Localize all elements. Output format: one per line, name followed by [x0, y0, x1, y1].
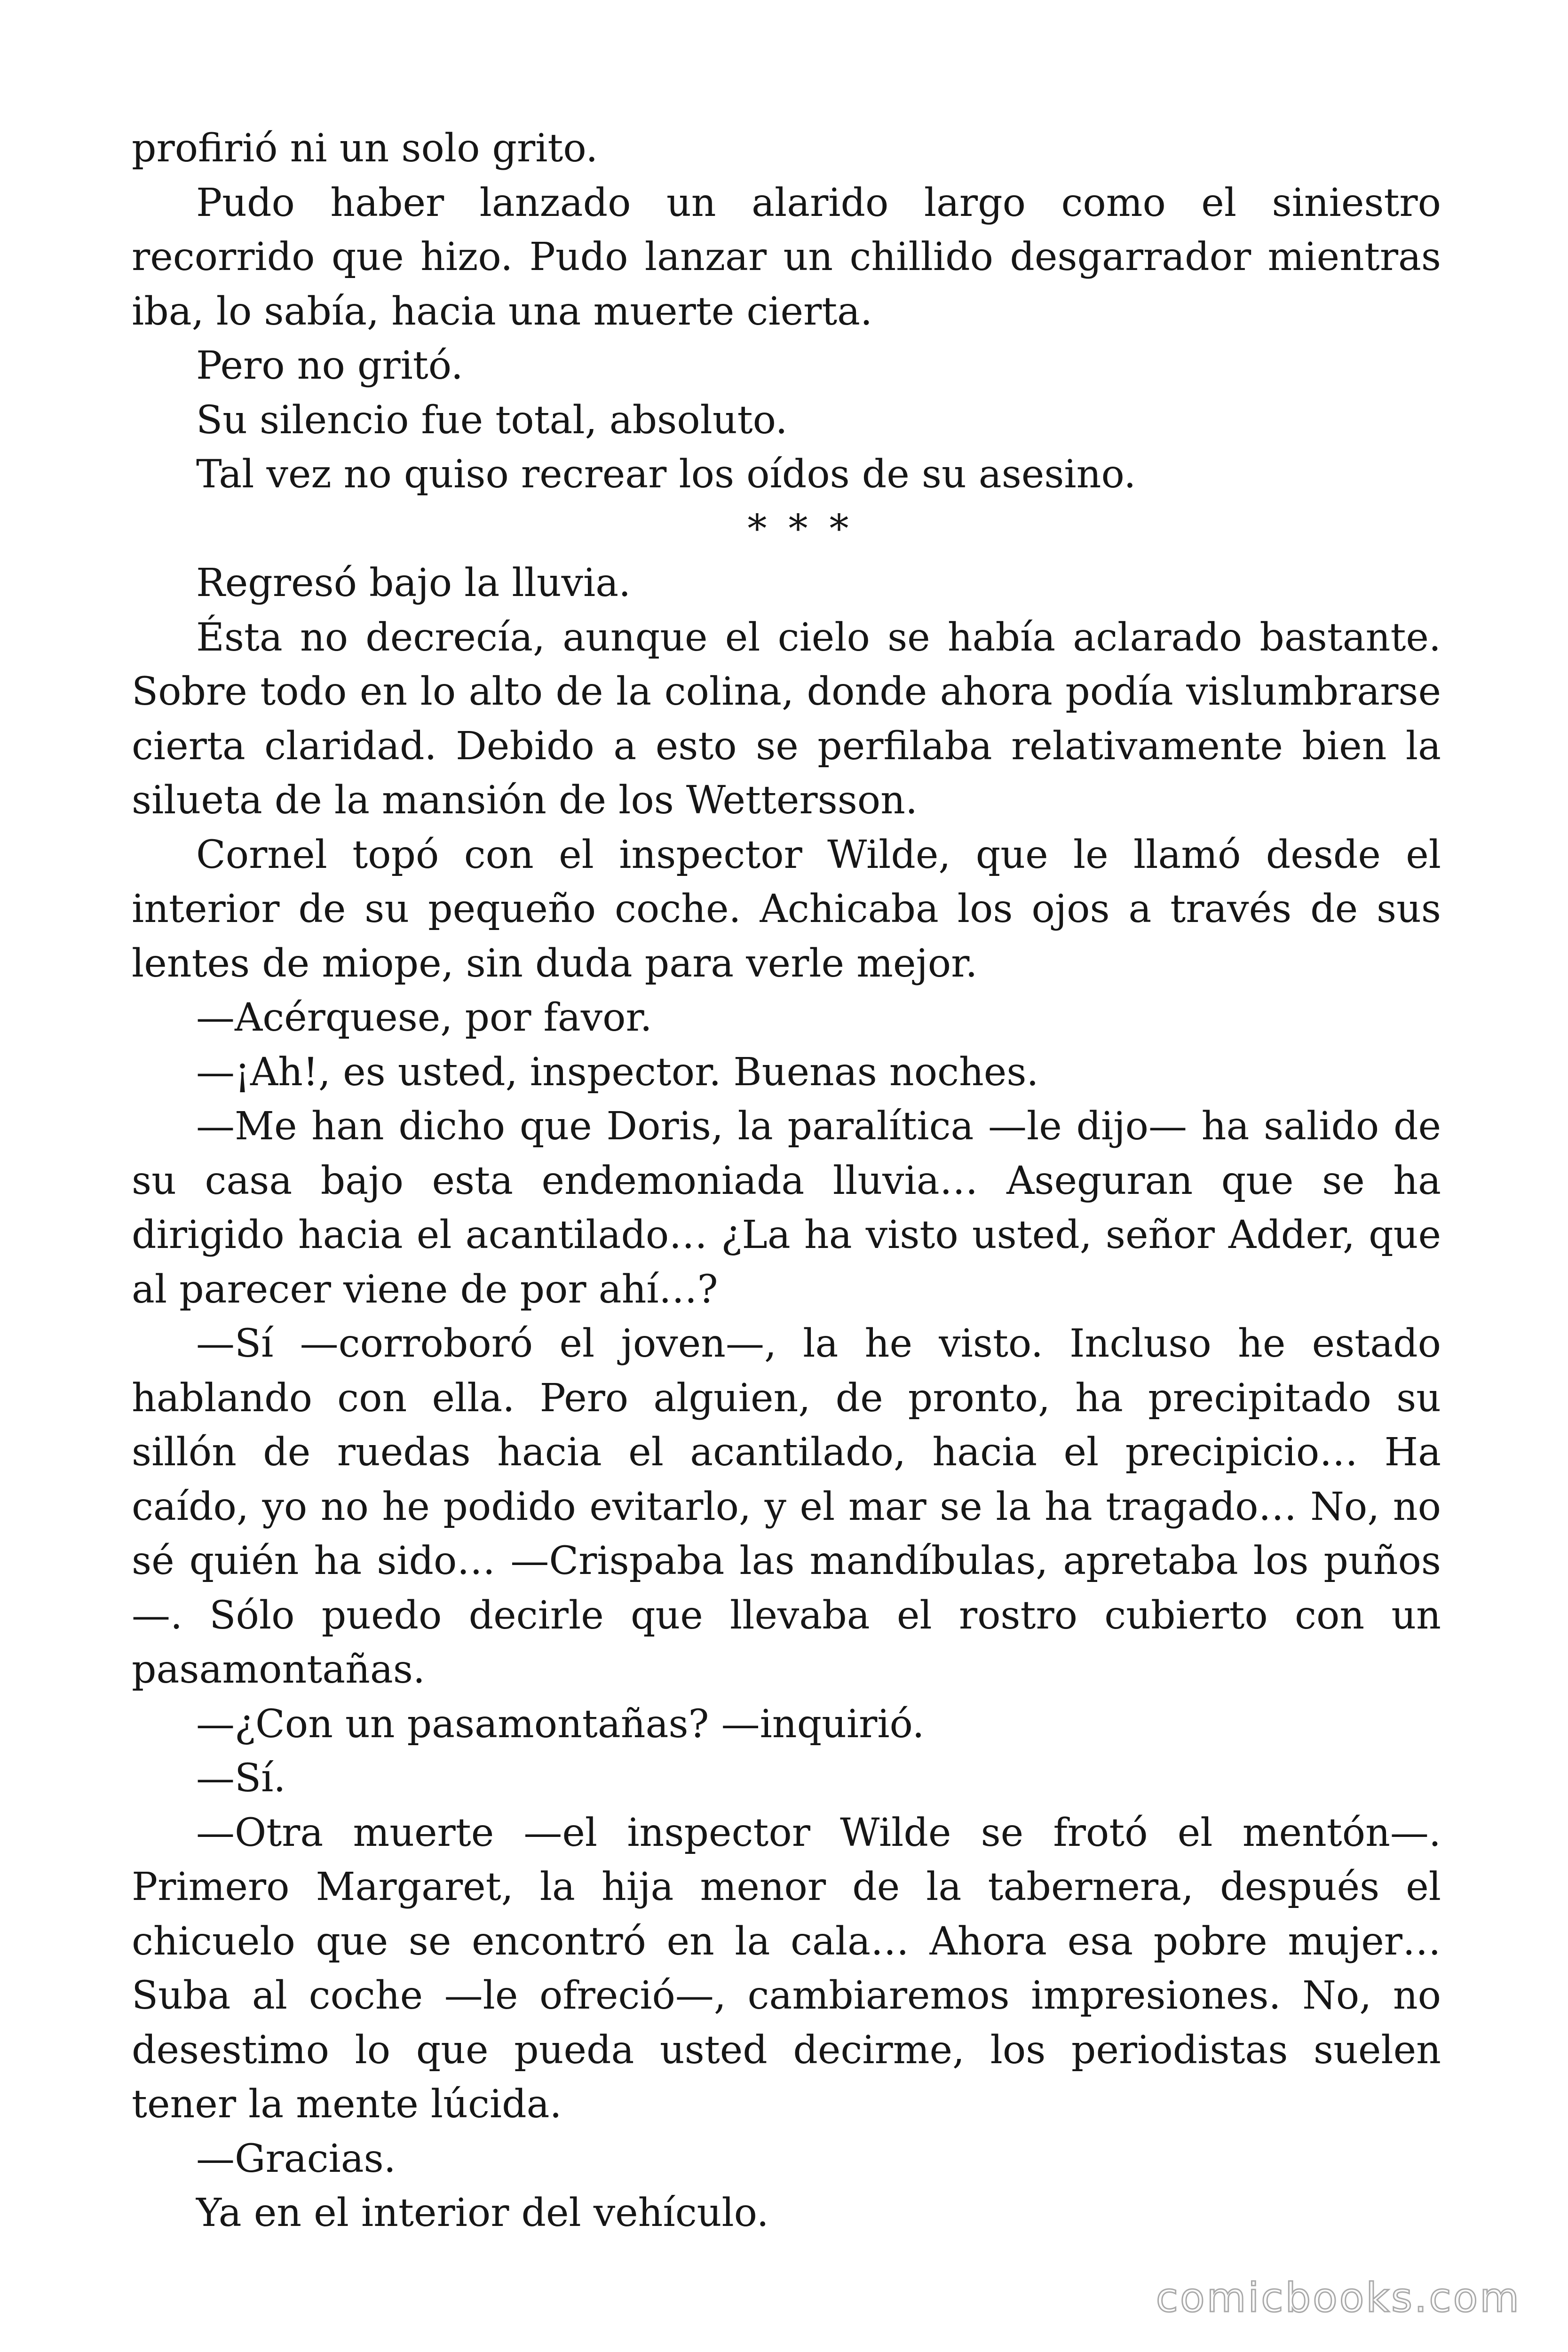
- dialogue-line: —¿Con un pasamontañas? —inquirió.: [196, 1701, 925, 1747]
- paragraph: profirió ni un solo grito.: [132, 126, 598, 171]
- dialogue-line: —Sí —corroboró el joven—, la he visto. Incluso he estado hablando con ella. Pero alguien, de pronto, ha precipitado su sillón de ruedas hacia el acantilado, hacia el precipicio… Ha caído, yo no he podido evitarlo, y el mar se la ha tragado… No, no sé quién ha sido… —Crispaba las mandíbulas, apretaba los puños—. Sólo puedo decirle que llevaba el rostro cubierto con un pasamontañas.: [132, 1321, 1441, 1692]
- dialogue-line: —Acérquese, por favor.: [196, 995, 652, 1040]
- paragraph: Ésta no decrecía, aunque el cielo se había aclarado bastante. Sobre todo en lo alto de la colina, donde ahora podía vislumbrarse cierta claridad. Debido a esto se perfilaba relativamente bien la silueta de la mansión de los Wettersson.: [132, 615, 1441, 823]
- page-text: [132, 121, 1441, 2241]
- paragraph: Pudo haber lanzado un alarido largo como el siniestro recorrido que hizo. Pudo lanzar un chillido desgarrador mientras iba, lo sabía, hacia una muerte cierta.: [132, 180, 1441, 334]
- dialogue-line: —¡Ah!, es usted, inspector. Buenas noches.: [196, 1049, 1039, 1095]
- paragraph: Su silencio fue total, absoluto.: [196, 397, 788, 443]
- dialogue-line: —Me han dicho que Doris, la paralítica —le dijo— ha salido de su casa bajo esta endemoniada lluvia… Aseguran que se ha dirigido hacia el acantilado… ¿La ha visto usted, señor Adder, que al parecer viene de por ahí…?: [132, 1104, 1441, 1312]
- paragraph: Pero no gritó.: [196, 343, 463, 388]
- dialogue-line: —Gracias.: [196, 2136, 396, 2181]
- paragraph: Regresó bajo la lluvia.: [196, 561, 631, 605]
- dialogue-line: —Sí.: [196, 1756, 286, 1801]
- watermark-logo: comicbooks.com: [1156, 2274, 1521, 2321]
- paragraph: Cornel topó con el inspector Wilde, que le llamó desde el interior de su pequeño coche. Achicaba los ojos a través de sus lentes de miope, sin duda para verle mejor.: [132, 832, 1441, 986]
- scene-separator: * * *: [747, 506, 854, 551]
- paragraph: Tal vez no quiso recrear los oídos de su asesino.: [196, 452, 1136, 497]
- dialogue-line: —Otra muerte —el inspector Wilde se frotó el mentón—. Primero Margaret, la hija menor de la tabernera, después el chicuelo que se encontró en la cala… Ahora esa pobre mujer… Suba al coche —le ofreció—, cambiaremos impresiones. No, no desestimo lo que pueda usted decirme, los periodistas suelen tener la mente lúcida.: [132, 1810, 1441, 2127]
- paragraph: Ya en el interior del vehículo.: [196, 2191, 769, 2235]
